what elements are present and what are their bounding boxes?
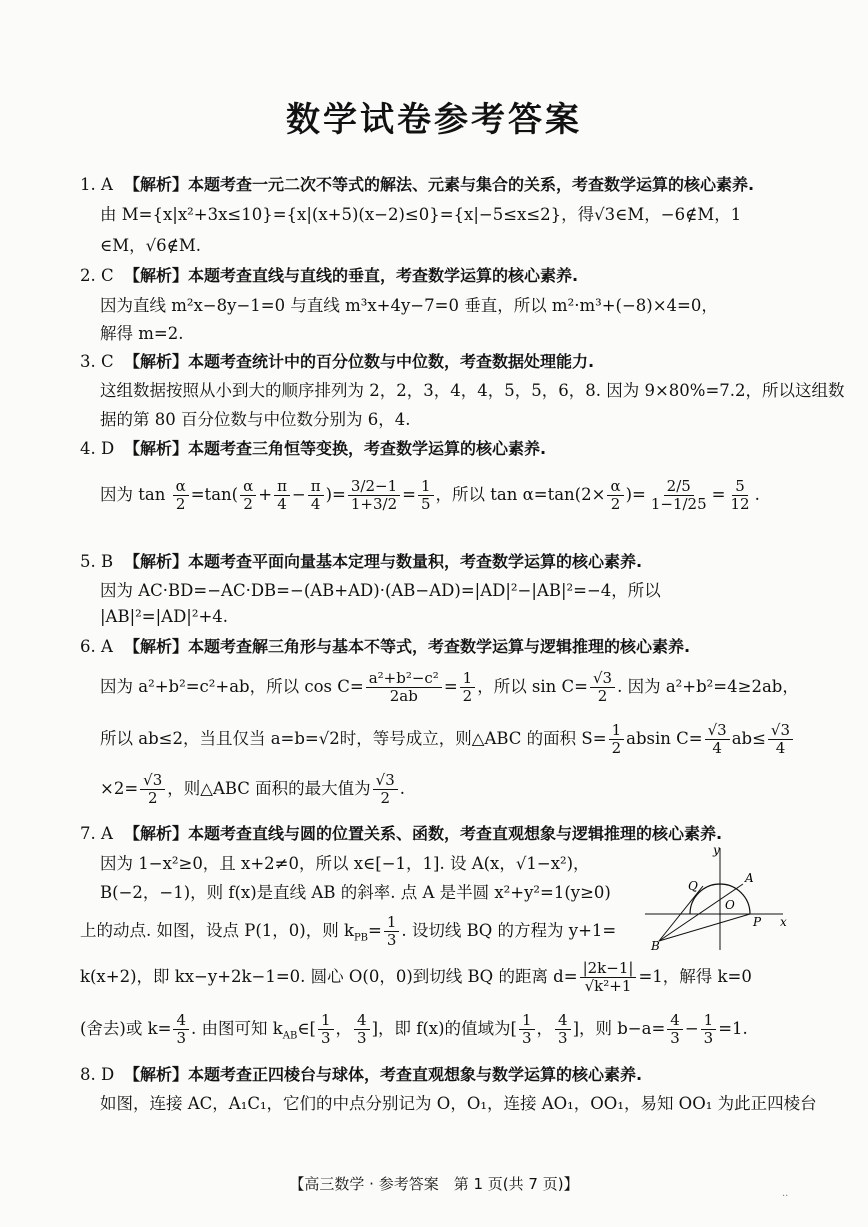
q8-header	[80, 1064, 642, 1086]
label-x: x	[780, 915, 787, 929]
frac-4-3b: $\frac{4}{3}$	[354, 1012, 370, 1047]
q8-number: 8. D	[80, 1065, 115, 1084]
frac-distance: $\frac{|2k-1|}{\text{√k²+1}}$	[580, 960, 637, 995]
page-title: 数学试卷参考答案	[286, 100, 582, 140]
label-a: A	[745, 871, 754, 885]
label-o: O	[725, 898, 735, 912]
label-b: B	[651, 939, 660, 952]
frac-4-3c: $\frac{4}{3}$	[555, 1012, 571, 1047]
q4-number: 4. D	[80, 439, 115, 458]
q5-line1: 因为 AC·BD=−AC·DB=−(AB+AD)·(AB−AD)=|AD|²−|AB|²=−4，所以	[100, 581, 661, 600]
q5-number: 5. B	[80, 552, 114, 571]
q4-formula: 因为 tan $\frac{\alpha}{2}$ =tan( $\frac{\alpha}{2}$ + $\frac{\pi}{4}$ − $\frac{\pi}{4}$ )= $\frac{3/2-1}{1+3/2}$ = $\frac{1}{5}$ ，所以 tan α=tan(2× $\frac{\alpha}{2}$ )= $\frac{2/5}{1-1/25}$ = $\frac{5}{12}$ .	[100, 477, 760, 513]
q2-header	[80, 265, 578, 287]
frac-cos-c: $\frac{\text{a²+b²−c²}}{2ab}$	[366, 670, 442, 705]
frac-sqrt3-2: $\frac{√3}{2}$	[590, 670, 615, 705]
q5-line2: |AB|²=|AD|²+4.	[100, 607, 229, 626]
q6-tag: 【解析】本题考查解三角形与基本不等式，考查数学运算与逻辑推理的核心素养.	[124, 637, 691, 656]
q1-header	[80, 174, 754, 196]
frac-pi-4b: $\frac{\pi}{4}$	[308, 478, 324, 513]
q3-tag: 【解析】本题考查统计中的百分位数与中位数，考查数据处理能力.	[124, 352, 595, 371]
q1-line1: 由 M={x|x²+3x≤10}={x|(x+5)(x−2)≤0}={x|−5≤x≤2}，得√3∈M，−6∉M，1	[100, 205, 742, 224]
q7-tag: 【解析】本题考查直线与圆的位置关系、函数，考查直观想象与逻辑推理的核心素养.	[124, 824, 723, 843]
frac-sqrt3-2b: $\frac{√3}{2}$	[140, 772, 165, 807]
frac-1-5: $\frac{1}{5}$	[418, 478, 434, 513]
q7-header	[80, 823, 722, 845]
frac-1-3: $\frac{1}{3}$	[384, 914, 400, 949]
page-footer: 【高三数学 · 参考答案 第 1 页(共 7 页)】	[289, 1175, 579, 1193]
q2-number: 2. C	[80, 266, 114, 285]
q8-line1: 如图，连接 AC，A₁C₁，它们的中点分别记为 O，O₁，连接 AO₁，OO₁，易知 OO₁ 为此正四棱台	[100, 1094, 817, 1113]
q2-line2: 解得 m=2.	[100, 324, 184, 343]
q7-line4: k(x+2)，即 kx−y+2k−1=0. 圆心 O(0，0)到切线 BQ 的距离 d= $\frac{|2k-1|}{\text{√k²+1}}$ =1，解得 k=0	[80, 959, 752, 995]
frac-sqrt3-2c: $\frac{√3}{2}$	[373, 772, 398, 807]
frac-alpha-2c: $\frac{\alpha}{2}$	[607, 478, 623, 513]
label-y: y	[713, 843, 720, 857]
frac-compound-2: $\frac{2/5}{1-1/25}$	[650, 477, 707, 513]
q1-line2: ∈M，√6∉M.	[100, 236, 201, 255]
frac-half-b: $\frac{1}{2}$	[609, 722, 625, 757]
q6-line2: 所以 ab≤2，当且仅当 a=b=√2时，等号成立，则△ABC 的面积 S= $\frac{1}{2}$ absin C= $\frac{√3}{4}$ ab≤ $\frac{√3}{4}$	[100, 722, 795, 757]
frac-4-3d: $\frac{4}{3}$	[667, 1012, 683, 1047]
q2-line1: 因为直线 m²x−8y−1=0 与直线 m³x+4y−7=0 垂直，所以 m²·m³+(−8)×4=0，	[100, 296, 718, 315]
line-ba	[659, 884, 743, 941]
frac-alpha-2b: $\frac{\alpha}{2}$	[240, 478, 256, 513]
label-p: P	[753, 915, 762, 929]
q5-tag: 【解析】本题考查平面向量基本定理与数量积，考查数学运算的核心素养.	[124, 552, 643, 571]
q3-header	[80, 351, 594, 373]
q7-number: 7. A	[80, 824, 113, 843]
q6-line1: 因为 a²+b²=c²+ab，所以 cos C= $\frac{\text{a²+b²−c²}}{2ab}$ = $\frac{1}{2}$ ，所以 sin C= $\frac{√3}{2}$ . 因为 a²+b²=4≥2ab，	[100, 669, 799, 705]
frac-1-3c: $\frac{1}{3}$	[519, 1012, 535, 1047]
q6-number: 6. A	[80, 637, 113, 656]
corner-mark: ..	[782, 1188, 789, 1199]
q6-line3: ×2= $\frac{√3}{2}$ ，则△ABC 面积的最大值为 $\frac{√3}{2}$ .	[100, 771, 406, 807]
frac-half: $\frac{1}{2}$	[460, 670, 476, 705]
frac-compound-1: $\frac{3/2-1}{1+3/2}$	[348, 478, 400, 513]
q1-number: 1. A	[80, 175, 113, 194]
q7-line1: 因为 1−x²≥0，且 x+2≠0，所以 x∈[−1，1]. 设 A(x，√1−x²)，	[100, 854, 590, 873]
semicircle-diagram	[645, 842, 790, 952]
q2-tag: 【解析】本题考查直线与直线的垂直，考查数学运算的核心素养.	[124, 266, 579, 285]
frac-sqrt3-4b: $\frac{√3}{4}$	[768, 722, 793, 757]
frac-alpha-2: $\frac{\alpha}{2}$	[173, 478, 189, 513]
q3-number: 3. C	[80, 352, 114, 371]
q7-line3: 上的动点. 如图，设点 P(1，0)，则 $k_{PB}=$ $\frac{1}{3}$ . 设切线 BQ 的方程为 y+1=	[80, 913, 617, 949]
q8-tag: 【解析】本题考查正四棱台与球体，考查直观想象与数学运算的核心素养.	[124, 1065, 643, 1084]
frac-sqrt3-4: $\frac{√3}{4}$	[705, 722, 730, 757]
line-bp	[659, 914, 750, 941]
q7-line2: B(−2，−1)，则 f(x)是直线 AB 的斜率. 点 A 是半圆 x²+y²=1(y≥0)	[100, 883, 611, 902]
frac-1-3d: $\frac{1}{3}$	[701, 1012, 717, 1047]
q4-header	[80, 438, 546, 460]
q3-line1: 这组数据按照从小到大的顺序排列为 2，2，3，4，4，5，5，6，8. 因为 9×80%=7.2，所以这组数	[100, 381, 845, 400]
q4-tag: 【解析】本题考查三角恒等变换，考查数学运算的核心素养.	[124, 439, 547, 458]
q7-line5: (舍去)或 k= $\frac{4}{3}$ . 由图可知 $k_{AB}\in$[ $\frac{1}{3}$ ， $\frac{4}{3}$ ]，即 f(x)的值域为[ $\frac{1}{3}$ ， $\frac{4}{3}$ ]，则 b−a= $\frac{4}{3}$ − $\frac{1}{3}$ =1.	[80, 1011, 748, 1047]
q3-line2: 据的第 80 百分位数与中位数分别为 6，4.	[100, 410, 411, 429]
frac-1-3b: $\frac{1}{3}$	[318, 1012, 334, 1047]
label-q: Q	[688, 879, 698, 893]
q6-header	[80, 636, 690, 658]
frac-5-12: $\frac{5}{12}$	[730, 477, 750, 513]
frac-pi-4: $\frac{\pi}{4}$	[274, 478, 290, 513]
frac-4-3: $\frac{4}{3}$	[173, 1012, 189, 1047]
q1-tag: 【解析】本题考查一元二次不等式的解法、元素与集合的关系，考查数学运算的核心素养.	[124, 175, 755, 194]
q5-header	[80, 551, 642, 573]
